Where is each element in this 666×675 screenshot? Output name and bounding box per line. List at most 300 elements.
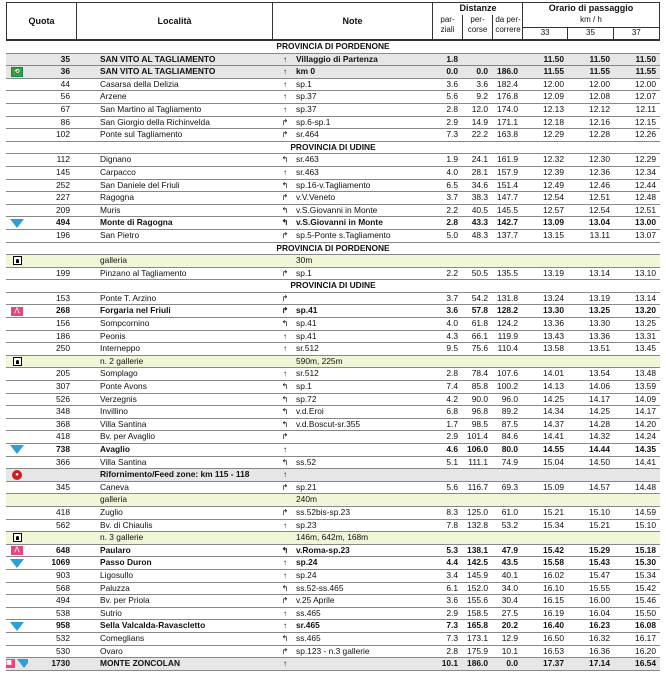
time-33-cell: 14.01 [543,368,564,379]
percorse-cell [462,356,492,368]
localita-cell: Ovaro [100,645,123,656]
dapercorrere-cell: 30.4 [501,595,518,606]
time-37-cell: 12.29 [635,154,656,165]
parziali-cell: 0.0 [446,66,458,77]
note-text: ss.465 [296,632,321,643]
quota-cell: 1730 [51,658,70,669]
row-icon-cell [6,646,28,658]
climb-triangle-icon [10,445,24,454]
percorse-cell: 138.1 [467,544,488,555]
direction-arrow-icon: ↱ [281,130,289,140]
note-text: ss.52 [296,456,317,467]
direction-arrow-icon: ↑ [283,621,287,631]
note-cell [272,444,432,456]
direction-arrow-icon: ↑ [283,369,287,379]
time-35-cell: 11.50 [589,53,610,64]
time-33-cell: 12.18 [543,116,564,127]
percorse-cell: 165.8 [467,620,488,631]
parziali-cell: 4.2 [446,393,458,404]
note-text: v.V.Veneto [296,192,336,203]
dapercorrere-cell [492,356,522,368]
time-37-cell: 15.30 [635,557,656,568]
table-row [6,104,660,117]
note-text: sp.5-Ponte s.Tagliamento [296,229,391,240]
time-33-cell: 14.25 [543,393,564,404]
time-33-cell [522,469,568,481]
parziali-cell: 2.8 [446,368,458,379]
dapercorrere-cell [492,494,522,506]
time-37-cell: 14.35 [635,444,656,454]
time-33-cell: 11.55 [543,66,564,77]
row-icon-cell [6,381,28,393]
parziali-cell: 3.7 [446,292,458,303]
note-cell [272,368,432,380]
time-35-cell: 15.47 [589,569,610,580]
localita-cell: SAN VITO AL TAGLIAMENTO [100,66,216,77]
row-icon-cell [6,54,28,66]
time-35-cell: 13.25 [589,305,610,316]
direction-arrow-icon: ↱ [281,432,289,442]
parziali-cell: 2.2 [446,204,458,215]
time-35-cell: 12.08 [589,91,610,102]
province-heading: PROVINCIA DI PORDENONE [6,243,660,256]
note-text: sp.41 [296,330,317,341]
quota-cell: 538 [56,607,70,618]
dapercorrere-cell: 61.0 [501,506,518,517]
time-35-cell: 13.54 [589,368,610,379]
row-icon-cell [6,180,28,192]
header-distanze [433,3,523,39]
percorse-cell: 158.5 [467,607,488,618]
row-icon-cell [6,570,28,582]
direction-arrow-icon: ↰ [281,155,289,165]
parziali-cell: 3.6 [446,305,458,316]
time-33-cell: 13.30 [543,305,564,316]
dapercorrere-cell: 20.2 [501,620,518,631]
parziali-cell: 3.6 [446,78,458,89]
localita-cell: Ligosullo [100,569,134,580]
percorse-cell: 57.8 [471,305,488,316]
localita-cell: Muris [100,204,121,215]
note-cell [272,381,432,393]
row-icon-cell [6,318,28,330]
time-33-cell: 16.02 [543,569,564,580]
row-icon-cell [6,230,28,242]
note-text: km 0 [296,66,316,77]
localita-cell: Bv. per Priola [100,595,150,606]
direction-arrow-icon: ↰ [281,205,289,215]
dapercorrere-cell: 80.0 [501,444,518,454]
localita-cell: Villa Santina [100,418,147,429]
time-35-cell: 15.21 [589,519,610,530]
row-icon-cell [6,457,28,469]
localita-cell: n. 3 gallerie [100,532,144,543]
time-35-cell: 14.57 [589,481,610,492]
quota-cell: 418 [56,506,70,517]
dapercorrere-cell: 107.6 [497,368,518,379]
quota-cell: 530 [56,645,70,656]
time-37-cell: 13.25 [635,318,656,329]
time-33-cell: 12.57 [543,204,564,215]
time-35-cell: 13.30 [589,318,610,329]
time-35-cell: 14.50 [589,456,610,467]
time-33-cell: 14.13 [543,381,564,392]
direction-arrow-icon: ↑ [283,54,287,64]
table-row [6,457,660,470]
localita-cell: Peonis [100,330,126,341]
percorse-cell: 38.3 [471,192,488,203]
table-row [6,595,660,608]
time-33-cell: 15.21 [543,506,564,517]
table-row [6,305,660,318]
dapercorrere-cell: 142.7 [497,217,518,228]
percorse-cell: 40.5 [471,204,488,215]
parziali-cell: 4.6 [446,444,458,454]
time-33-cell: 15.34 [543,519,564,530]
parziali-cell: 4.3 [446,330,458,341]
note-text: sr.463 [296,166,319,177]
time-33-cell [522,494,568,506]
localita-cell: Villa Santina [100,456,147,467]
time-33-cell [522,532,568,544]
time-37-cell: 13.45 [635,343,656,354]
parziali-cell: 5.3 [446,544,458,555]
row-icon-cell [6,469,28,481]
table-row [6,66,660,79]
row-icon-cell [6,104,28,116]
dapercorrere-cell: 27.5 [501,607,518,618]
dapercorrere-cell [492,54,522,66]
row-icon-cell [6,154,28,166]
time-37-cell: 14.24 [635,431,656,442]
percorse-cell: 9.2 [476,91,488,102]
percorse-cell: 34.6 [471,179,488,190]
table-body [6,41,660,671]
time-37-cell: 16.08 [635,620,656,631]
quota-cell: 56 [60,91,70,102]
parziali-cell: 5.0 [446,229,458,240]
note-cell [272,117,432,129]
note-cell [272,167,432,179]
time-37-cell: 13.31 [635,330,656,341]
header-speed-35: 35 [568,27,613,39]
localita-cell: Comeglians [100,632,145,643]
table-row [6,154,660,167]
time-33-cell: 11.50 [543,53,564,64]
time-33-cell: 14.37 [543,418,564,429]
time-37-cell: 13.07 [635,229,656,240]
header-percorse: per- corse [463,15,493,39]
dapercorrere-cell: 174.0 [497,103,518,114]
time-33-cell: 16.50 [543,632,564,643]
percorse-cell: 28.1 [471,166,488,177]
header-dapercorrere: da per- correre [495,15,521,34]
localita-cell: Passo Duron [100,557,152,568]
parziali-cell: 5.1 [446,456,458,467]
parziali-cell: 7.8 [446,519,458,530]
dapercorrere-cell: 186.0 [497,66,518,77]
direction-arrow-icon: ↑ [283,659,287,669]
dapercorrere-cell: 182.4 [497,78,518,89]
dapercorrere-cell: 157.9 [497,166,518,177]
note-text: sp.16-v.Tagliamento [296,179,371,190]
time-35-cell [568,356,614,368]
time-37-cell [614,255,660,267]
dapercorrere-cell: 110.4 [497,343,518,354]
table-row [6,507,660,520]
parziali-cell [432,356,462,368]
dapercorrere-cell: 131.8 [497,292,518,303]
parziali-cell: 3.7 [446,192,458,203]
direction-arrow-icon: ↑ [283,520,287,530]
localita-cell: Sella Valcalda-Ravascletto [100,620,206,631]
table-row [6,520,660,533]
time-33-cell: 13.09 [543,217,564,228]
time-33-cell: 12.49 [543,179,564,190]
time-37-cell: 14.09 [635,393,656,404]
note-cell [272,532,432,544]
header-localita: Località [77,3,273,39]
note-cell [272,431,432,443]
localita-cell: Ponte sul Tagliamento [100,129,183,140]
note-cell [272,557,432,569]
note-text: sp.23 [296,519,317,530]
percorse-cell [462,54,492,66]
percorse-cell: 14.9 [471,116,488,127]
quota-cell [28,532,76,544]
time-37-cell: 12.34 [635,166,656,177]
note-cell [272,595,432,607]
time-35-cell: 17.14 [589,658,610,669]
percorse-cell: 101.4 [467,431,488,442]
row-icon-cell [6,532,28,544]
note-cell [272,507,432,519]
percorse-cell [462,532,492,544]
time-33-cell: 16.10 [543,582,564,593]
table-row [6,343,660,356]
localita-cell: San Daniele del Friuli [100,179,180,190]
time-35-cell: 12.51 [589,192,610,203]
quota-cell: 196 [56,229,70,240]
table-row [6,444,660,457]
note-cell [272,406,432,418]
time-33-cell [522,356,568,368]
row-icon-cell [6,595,28,607]
table-row [6,331,660,344]
note-cell [272,192,432,204]
quota-cell: 366 [56,456,70,467]
row-icon-cell [6,205,28,217]
direction-arrow-icon: ↱ [281,230,289,240]
header-orario-title: Orario di passaggio [548,3,634,13]
row-icon-cell [6,419,28,431]
table-row [6,79,660,92]
time-35-cell: 13.04 [589,217,610,228]
note-cell [272,570,432,582]
note-cell [272,394,432,406]
note-cell [272,356,432,368]
dapercorrere-cell: 12.9 [501,632,518,643]
row-icon-cell [6,331,28,343]
parziali-cell: 7.4 [446,381,458,392]
table-row [6,608,660,621]
time-37-cell: 11.50 [635,53,656,64]
time-37-cell: 13.48 [635,368,656,379]
time-33-cell [522,255,568,267]
note-cell [272,91,432,103]
time-37-cell: 13.59 [635,381,656,392]
time-35-cell: 14.28 [589,418,610,429]
direction-arrow-icon: ↰ [281,382,289,392]
time-35-cell: 12.12 [589,103,610,114]
percorse-cell: 78.4 [471,368,488,379]
time-37-cell: 15.10 [635,519,656,530]
quota-cell: 348 [56,406,70,417]
time-37-cell: 12.51 [635,204,656,215]
note-cell [272,343,432,355]
note-cell [272,608,432,620]
percorse-cell: 132.8 [467,519,488,530]
table-row [6,646,660,659]
time-35-cell: 14.17 [589,393,610,404]
intermediate-sprint-icon: ⋀ [11,307,23,316]
parziali-cell: 4.0 [446,318,458,329]
time-35-cell: 15.29 [589,544,610,555]
note-text: sp.37 [296,103,317,114]
row-icon-cell [6,117,28,129]
direction-arrow-icon: ↑ [283,92,287,102]
time-35-cell: 15.55 [589,582,610,593]
table-row [6,293,660,306]
note-cell [272,583,432,595]
table-row [6,268,660,281]
percorse-cell: 173.1 [467,632,488,643]
percorse-cell: 85.8 [471,381,488,392]
direction-arrow-icon: ↱ [281,268,289,278]
quota-cell [28,494,76,506]
localita-cell: Sutrio [100,607,122,618]
percorse-cell: 0.0 [476,66,488,77]
time-37-cell: 16.54 [635,658,656,669]
direction-arrow-icon: ↰ [281,545,289,555]
table-row [6,230,660,243]
note-cell [272,104,432,116]
percorse-cell: 66.1 [471,330,488,341]
row-icon-cell [6,557,28,569]
row-icon-cell [6,482,28,494]
table-row [6,570,660,583]
time-37-cell: 12.15 [635,116,656,127]
quota-cell: 958 [56,620,70,631]
percorse-cell: 50.5 [471,267,488,278]
row-icon-cell [6,167,28,179]
localita-cell: galleria [100,255,128,266]
table-row [6,557,660,570]
dapercorrere-cell: 74.9 [501,456,518,467]
dapercorrere-cell: 151.4 [497,179,518,190]
direction-arrow-icon: ↰ [281,218,289,228]
note-text: 146m, 642m, 168m [296,532,369,543]
percorse-cell: 90.0 [471,393,488,404]
time-37-cell: 12.11 [635,103,656,114]
time-33-cell: 15.58 [543,557,564,568]
note-text: sp.21 [296,481,317,492]
quota-cell: 368 [56,418,70,429]
row-icon-cell [6,620,28,632]
direction-arrow-icon: ↱ [281,117,289,127]
time-37-cell: 14.41 [635,456,656,467]
note-text: sp.1 [296,78,312,89]
note-cell [272,54,432,66]
quota-cell: 562 [56,519,70,530]
row-icon-cell [6,431,28,443]
row-icon-cell [6,494,28,506]
note-text: v.S.Giovanni in Monte [296,217,383,228]
table-row [6,255,660,268]
percorse-cell [462,469,492,481]
header-speed-33: 33 [523,27,568,39]
table-row [6,482,660,495]
localita-cell: Avaglio [100,444,130,454]
note-text: sr.463 [296,154,319,165]
dapercorrere-cell: 147.7 [497,192,518,203]
note-text: sp.41 [296,318,317,329]
localita-cell: Monte di Ragogna [100,217,173,228]
parziali-cell: 7.3 [446,632,458,643]
quota-cell: 145 [56,166,70,177]
time-35-cell: 12.30 [589,154,610,165]
province-heading: PROVINCIA DI UDINE [6,280,660,293]
localita-cell: San Giorgio della Richinvelda [100,116,210,127]
note-cell [272,494,432,506]
localita-cell: Paularo [100,544,131,555]
row-icon-cell [6,583,28,595]
quota-cell: 199 [56,267,70,278]
table-row [6,406,660,419]
percorse-cell: 43.3 [471,217,488,228]
dapercorrere-cell: 53.2 [501,519,518,530]
quota-cell: 102 [56,129,70,140]
quota-cell: 35 [60,53,70,64]
direction-arrow-icon: ↑ [283,67,287,77]
time-35-cell: 15.10 [589,506,610,517]
time-33-cell: 16.19 [543,607,564,618]
time-37-cell: 14.20 [635,418,656,429]
tunnel-icon [13,256,22,265]
time-35-cell: 12.36 [589,166,610,177]
time-37-cell: 16.20 [635,645,656,656]
province-heading: PROVINCIA DI UDINE [6,142,660,155]
province-heading: PROVINCIA DI PORDENONE [6,41,660,54]
dapercorrere-cell: 84.6 [501,431,518,442]
dapercorrere-cell: 34.0 [501,582,518,593]
note-cell [272,658,432,670]
direction-arrow-icon: ↑ [283,445,287,454]
note-text: v.S.Giovanni in Monte [296,204,378,215]
time-33-cell: 13.24 [543,292,564,303]
quota-cell [28,469,76,481]
note-text: 240m [296,494,317,505]
localita-cell: Rifornimento/Feed zone: km 115 - 118 [100,469,250,480]
time-35-cell: 14.44 [589,444,610,454]
dapercorrere-cell: 87.5 [501,418,518,429]
time-33-cell: 14.34 [543,406,564,417]
time-35-cell: 11.55 [589,66,610,77]
parziali-cell: 1.7 [446,418,458,429]
quota-cell: 112 [56,154,70,165]
quota-cell: 250 [56,343,70,354]
direction-arrow-icon: ↱ [281,306,289,316]
